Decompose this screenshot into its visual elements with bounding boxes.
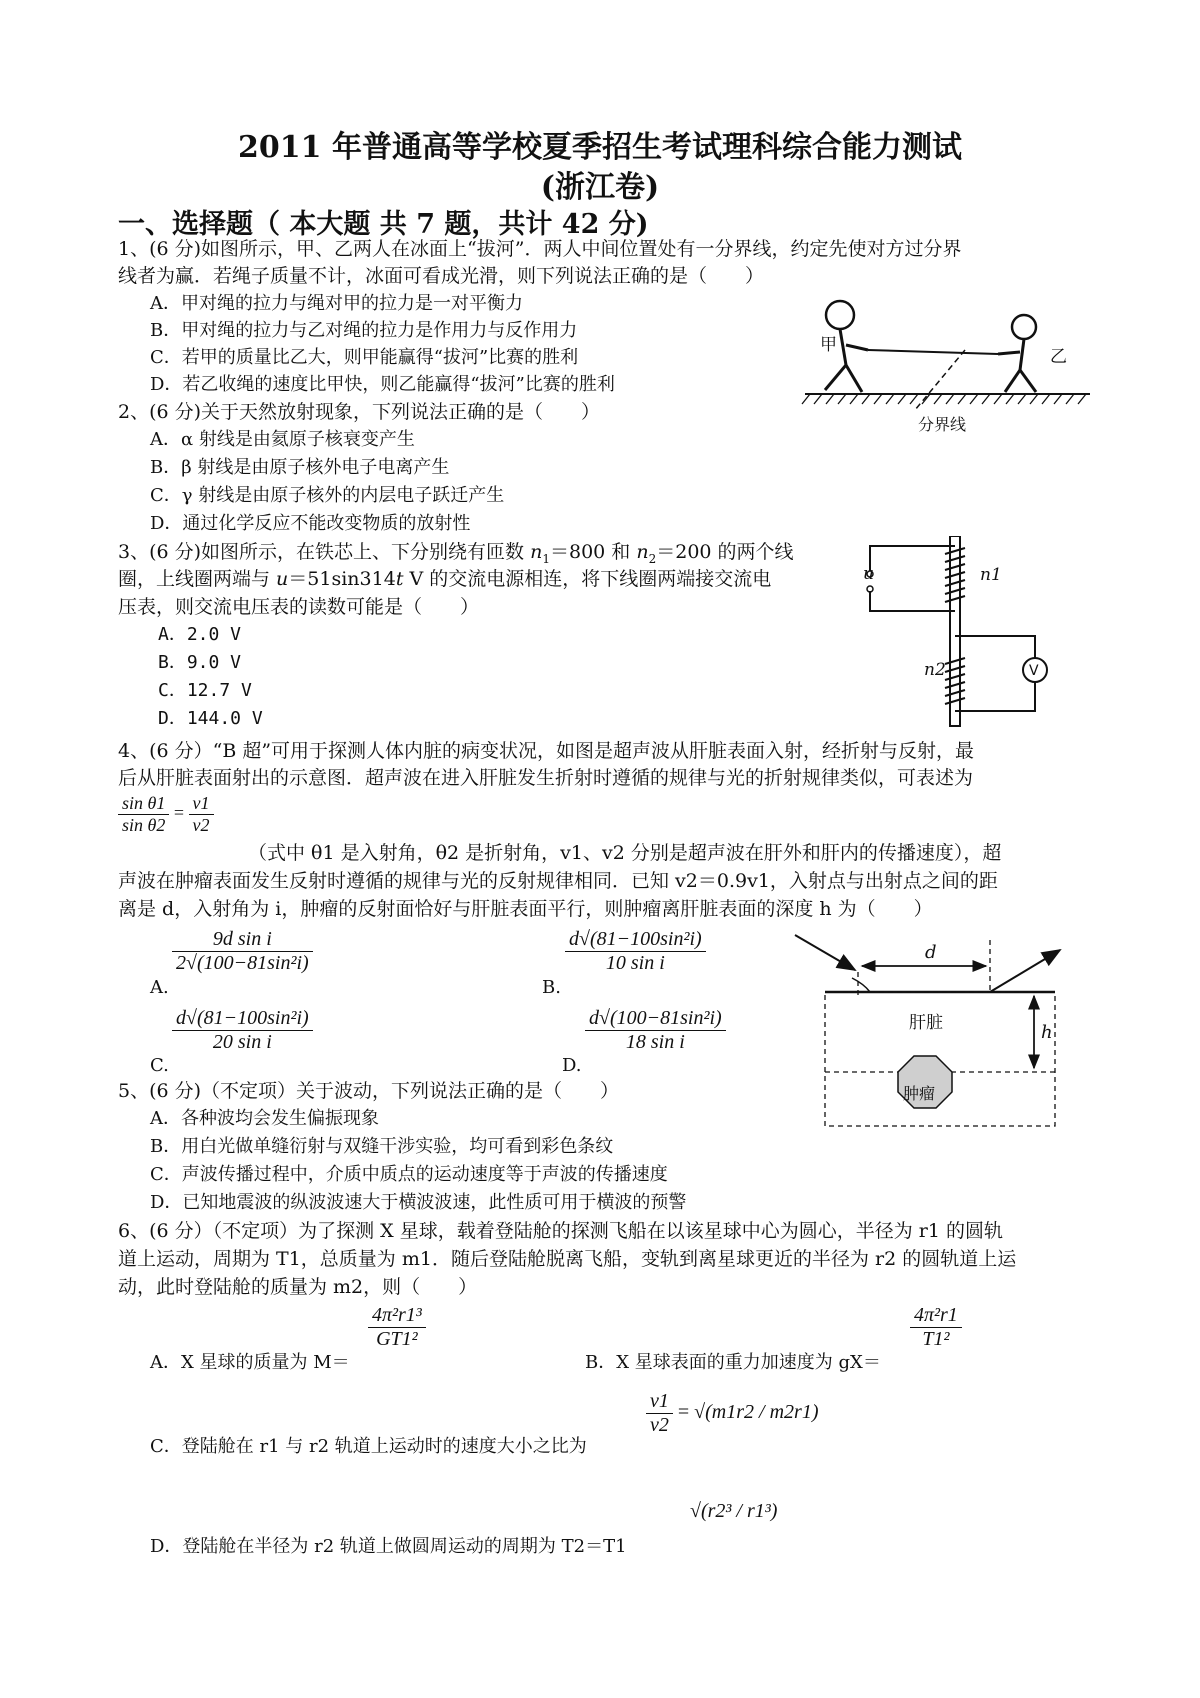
q6-option-a: A．X 星球的质量为 M＝ xyxy=(150,1352,350,1373)
q3-stem-line2 xyxy=(118,566,771,592)
q4-option-b-formula xyxy=(565,928,706,975)
q6-option-c: C．登陆舱在 r1 与 r2 轨道上运动时的速度大小之比为 xyxy=(150,1436,587,1457)
q4-b-frac xyxy=(565,928,706,975)
q3-stem-a: 3、(6 分)如图所示，在铁芯上、下分别绕有匝数 xyxy=(118,541,531,563)
q3-line2-b: ＝51sin314 xyxy=(288,568,396,590)
q4-c-frac xyxy=(172,1007,313,1054)
q2-stem: 2、(6 分)关于天然放射现象，下列说法正确的是（ ） xyxy=(118,401,601,423)
q3-n2-val: ＝200 的两个线 xyxy=(656,541,794,563)
q3-line2-a: 圈，上线圈两端与 xyxy=(118,568,277,590)
snell-rhs-den: v2 xyxy=(192,815,210,835)
snell-lhs-num: sin θ1 xyxy=(118,793,169,815)
q4-option-a-label: A. xyxy=(150,977,169,998)
q1-option-b: B．甲对绳的拉力与乙对绳的拉力是作用力与反作用力 xyxy=(150,320,578,341)
q4-d-den: 18 sin i xyxy=(625,1031,685,1053)
ultrasound-h-label: h xyxy=(1041,1022,1053,1043)
q5-option-b: B．用白光做单缝衍射与双缝干涉实验，均可看到彩色条纹 xyxy=(150,1136,614,1157)
q1-stem-line2: 线者为赢．若绳子质量不计，冰面可看成光滑，则下列说法正确的是（ ） xyxy=(118,265,765,287)
q6-c-lhs-den: v2 xyxy=(650,1414,669,1436)
tug-label-jia: 甲 xyxy=(820,335,837,355)
q4-a-num: 9d sin i xyxy=(172,928,313,952)
q4-line5: 离是 d，入射角为 i，肿瘤的反射面恰好与肝脏表面平行，则肿瘤离肝脏表面的深度 h 为（ ） xyxy=(118,898,933,920)
q4-option-c-label: C. xyxy=(150,1055,169,1076)
q3-option-a: A．2.0 V xyxy=(158,624,242,645)
transformer-n2-label: n2 xyxy=(924,660,946,680)
q5-option-a: A．各种波均会发生偏振现象 xyxy=(150,1108,379,1129)
q2-option-a: A．α 射线是由氦原子核衰变产生 xyxy=(150,429,415,450)
q4-c-den: 20 sin i xyxy=(212,1031,272,1053)
q4-option-b-label: B. xyxy=(542,977,561,998)
q3-stem-line3: 压表，则交流电压表的读数可能是（ ） xyxy=(118,596,480,618)
q6-line3: 动，此时登陆舱的质量为 m2，则（ ） xyxy=(118,1276,478,1298)
tug-label-boundary: 分界线 xyxy=(918,415,967,434)
q3-option-c: C．12.7 V xyxy=(158,680,252,701)
q6-option-d: D．登陆舱在半径为 r2 轨道上做圆周运动的周期为 T2＝T1 xyxy=(150,1536,627,1557)
q6-c-equals: = xyxy=(677,1401,690,1424)
snell-lhs xyxy=(118,793,169,836)
snell-lhs-den: sin θ2 xyxy=(122,815,166,835)
q4-line4: 声波在肿瘤表面发生反射时遵循的规律与光的反射规律相同．已知 v2＝0.9v1，入射点与出射点之间的距 xyxy=(118,870,998,892)
q3-n2-sub: 2 xyxy=(648,551,657,566)
q3-n2: n xyxy=(636,541,649,563)
q4-b-den: 10 sin i xyxy=(605,952,665,974)
q6-d-formula: √(r2³ / r1³) xyxy=(690,1500,778,1522)
q6-a-frac xyxy=(368,1304,426,1351)
q4-option-d-label: D. xyxy=(562,1055,582,1076)
q6-a-den: GT1² xyxy=(376,1328,418,1350)
q5-stem: 5、(6 分)（不定项）关于波动，下列说法正确的是（ ） xyxy=(118,1080,620,1102)
q5-option-c: C．声波传播过程中，介质中质点的运动速度等于声波的传播速度 xyxy=(150,1164,668,1185)
transformer-figure xyxy=(860,536,1060,731)
q1-stem-line1: 1、(6 分)如图所示，甲、乙两人在冰面上“拔河”．两人中间位置处有一分界线，约定先使对方过分界 xyxy=(118,238,962,260)
q6-line1: 6、(6 分）（不定项）为了探测 X 星球，载着登陆舱的探测飞船在以该星球中心为圆心，半径为 r1 的圆轨 xyxy=(118,1220,1003,1242)
ultrasound-d-label: d xyxy=(925,942,937,963)
q4-d-frac xyxy=(585,1007,726,1054)
q4-line1: 4、(6 分）“B 超”可用于探测人体内脏的病变状况，如图是超声波从肝脏表面入射，经折射与反射，最 xyxy=(118,740,975,762)
q4-option-a-formula xyxy=(172,928,313,975)
q1-option-c: C．若甲的质量比乙大，则甲能赢得“拔河”比赛的胜利 xyxy=(150,347,579,368)
exam-subtitle: (浙江卷) xyxy=(540,170,660,205)
q6-b-formula xyxy=(910,1304,962,1351)
snell-equals: = xyxy=(173,802,185,823)
voltmeter-label: V xyxy=(1029,663,1039,679)
q4-option-c-formula xyxy=(172,1007,313,1054)
q3-n1-val: ＝800 和 xyxy=(549,541,637,563)
tumor-label: 肿瘤 xyxy=(903,1084,936,1103)
q2-option-d: D．通过化学反应不能改变物质的放射性 xyxy=(150,513,471,534)
q6-c-rhs: √(m1r2 / m2r1) xyxy=(694,1401,819,1424)
q3-option-d: D．144.0 V xyxy=(158,708,263,729)
q4-option-d-formula xyxy=(585,1007,726,1054)
q6-b-den: T1² xyxy=(922,1328,950,1350)
q4-line3: （式中 θ1 是入射角，θ2 是折射角，v1、v2 分别是超声波在肝外和肝内的传播速度），超 xyxy=(248,842,1002,864)
q6-c-lhs-num: v1 xyxy=(646,1390,673,1414)
q4-d-num: d√(100−81sin²i) xyxy=(585,1007,726,1031)
liver-label: 肝脏 xyxy=(909,1013,943,1033)
section-heading: 一、选择题（ 本大题 共 7 题，共计 42 分) xyxy=(118,209,649,240)
q3-option-b: B．9.0 V xyxy=(158,652,242,673)
transformer-u-label: u xyxy=(863,564,874,584)
exam-title: 2011 年普通高等学校夏季招生考试理科综合能力测试 xyxy=(238,130,962,165)
snell-formula xyxy=(118,793,214,836)
q4-b-num: d√(81−100sin²i) xyxy=(565,928,706,952)
q4-a-den: 2√(100−81sin²i) xyxy=(176,952,309,974)
q3-t: t xyxy=(395,568,404,590)
q5-option-d: D．已知地震波的纵波波速大于横波波速，此性质可用于横波的预警 xyxy=(150,1192,687,1213)
q4-a-frac xyxy=(172,928,313,975)
transformer-n1-label: n1 xyxy=(980,565,1002,585)
q3-line2-c: V 的交流电源相连，将下线圈两端接交流电 xyxy=(403,568,772,590)
q6-b-frac xyxy=(910,1304,962,1351)
q1-option-a: A．甲对绳的拉力与绳对甲的拉力是一对平衡力 xyxy=(150,293,523,314)
q6-line2: 道上运动，周期为 T1，总质量为 m1．随后登陆舱脱离飞船，变轨到离星球更近的半径为 r2 的圆轨道上运 xyxy=(118,1248,1017,1270)
q4-line2: 后从肝脏表面射出的示意图．超声波在进入肝脏发生折射时遵循的规律与光的折射规律类似，可表述为 xyxy=(118,767,974,789)
q4-c-num: d√(81−100sin²i) xyxy=(172,1007,313,1031)
q3-n1: n xyxy=(530,541,543,563)
snell-rhs xyxy=(189,793,214,836)
q3-u: u xyxy=(276,568,289,590)
q6-c-lhs xyxy=(646,1390,673,1437)
q3-n1-sub: 1 xyxy=(542,551,550,566)
tug-label-yi: 乙 xyxy=(1050,347,1067,367)
snell-rhs-num: v1 xyxy=(189,793,214,815)
q6-option-b: B．X 星球表面的重力加速度为 gX＝ xyxy=(585,1352,881,1373)
q6-b-num: 4π²r1 xyxy=(910,1304,962,1328)
q2-option-c: C．γ 射线是由原子核外的内层电子跃迁产生 xyxy=(150,485,505,506)
q1-option-d: D．若乙收绳的速度比甲快，则乙能赢得“拔河”比赛的胜利 xyxy=(150,374,615,395)
q6-c-formula xyxy=(646,1390,818,1437)
q6-a-formula xyxy=(368,1304,426,1351)
q2-option-b: B．β 射线是由原子核外电子电离产生 xyxy=(150,457,450,478)
q6-a-num: 4π²r1³ xyxy=(368,1304,426,1328)
